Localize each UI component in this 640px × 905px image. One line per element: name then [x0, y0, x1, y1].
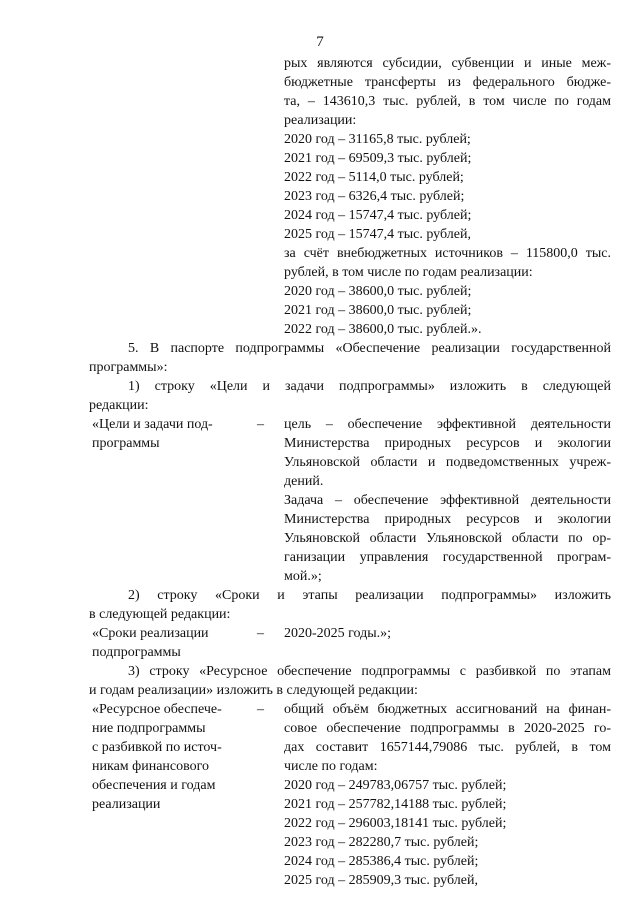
- top-line: реализации:: [284, 113, 357, 128]
- goals-text: Задача – обеспечение эффективной деятельности: [284, 493, 611, 508]
- top-line: 2022 год – 5114,0 тыс. рублей;: [284, 170, 464, 185]
- top-line: рых являются субсидии, субвенции и иные меж-: [284, 56, 611, 71]
- resource-text: 2023 год – 282280,7 тыс. рублей;: [284, 835, 479, 850]
- item2-line: в следующей редакции:: [89, 607, 231, 622]
- resource-text: дах составит 1657144,79086 тыс. рублей, в том: [284, 740, 611, 755]
- top-line: 2020 год – 31165,8 тыс. рублей;: [284, 132, 471, 147]
- resource-text: 2025 год – 285909,3 тыс. рублей,: [284, 873, 478, 888]
- resource-text: совое обеспечение подпрограммы в 2020-2025 го-: [284, 721, 611, 736]
- resource-text: 2024 год – 285386,4 тыс. рублей;: [284, 854, 479, 869]
- page-number: 7: [316, 34, 324, 50]
- top-line: рублей, в том числе по годам реализации:: [284, 265, 533, 280]
- resource-text: общий объём бюджетных ассигнований на финан-: [284, 702, 611, 717]
- item5-line: 5. В паспорте подпрограммы «Обеспечение реализации государственной: [128, 341, 611, 356]
- goals-text: Министерства природных ресурсов и экологии: [284, 512, 611, 527]
- goals-text: Ульяновской области Ульяновской области по ор-: [284, 531, 611, 546]
- top-line: 2021 год – 38600,0 тыс. рублей;: [284, 303, 472, 318]
- goals-text: ганизации управления государственной програм-: [284, 550, 611, 565]
- top-line: 2021 год – 69509,3 тыс. рублей;: [284, 151, 472, 166]
- item3-line: и годам реализации» изложить в следующей редакции:: [89, 683, 418, 698]
- goals-text: мой.»;: [284, 569, 322, 584]
- goals-label: «Цели и задачи под-: [92, 417, 213, 432]
- top-line: 2020 год – 38600,0 тыс. рублей;: [284, 284, 472, 299]
- terms-text: 2020-2025 годы.»;: [284, 626, 392, 641]
- goals-text: дений.: [284, 474, 324, 489]
- top-line: 2024 год – 15747,4 тыс. рублей;: [284, 208, 472, 223]
- resource-label: обеспечения и годам: [92, 778, 216, 793]
- resource-text: 2022 год – 296003,18141 тыс. рублей;: [284, 816, 507, 831]
- resource-label: реализации: [92, 797, 161, 812]
- resource-text: числе по годам:: [284, 759, 378, 774]
- terms-label: подпрограммы: [92, 645, 181, 660]
- resource-text: 2021 год – 257782,14188 тыс. рублей;: [284, 797, 507, 812]
- item1-line: редакции:: [89, 398, 149, 413]
- goals-dash: –: [257, 417, 264, 432]
- resource-dash: –: [257, 702, 264, 717]
- goals-text: Министерства природных ресурсов и экологии: [284, 436, 611, 451]
- item3-line: 3) строку «Ресурсное обеспечение подпрограммы с разбивкой по этапам: [128, 664, 611, 679]
- goals-text: цель – обеспечение эффективной деятельности: [284, 417, 611, 432]
- goals-label: программы: [92, 436, 160, 451]
- top-line: бюджетные трансферты из федерального бюдже-: [284, 75, 611, 90]
- terms-label: «Сроки реализации: [92, 626, 209, 641]
- item5-line: программы»:: [89, 360, 168, 375]
- resource-label: «Ресурсное обеспече-: [92, 702, 222, 717]
- top-line: за счёт внебюджетных источников – 115800,0 тыс.: [284, 246, 611, 261]
- top-line: 2023 год – 6326,4 тыс. рублей;: [284, 189, 465, 204]
- top-line: 2025 год – 15747,4 тыс. рублей,: [284, 227, 471, 242]
- goals-text: Ульяновской области и подведомственных учреж-: [284, 455, 611, 470]
- resource-label: ние подпрограммы: [92, 721, 206, 736]
- resource-label: никам финансового: [92, 759, 210, 774]
- top-line: та, – 143610,3 тыс. рублей, в том числе по годам: [284, 94, 611, 109]
- item1-line: 1) строку «Цели и задачи подпрограммы» изложить в следующей: [128, 379, 611, 394]
- terms-dash: –: [257, 626, 264, 641]
- resource-text: 2020 год – 249783,06757 тыс. рублей;: [284, 778, 507, 793]
- top-line: 2022 год – 38600,0 тыс. рублей.».: [284, 322, 482, 337]
- item2-line: 2) строку «Сроки и этапы реализации подпрограммы» изложить: [128, 588, 611, 603]
- resource-label: с разбивкой по источ-: [92, 740, 222, 755]
